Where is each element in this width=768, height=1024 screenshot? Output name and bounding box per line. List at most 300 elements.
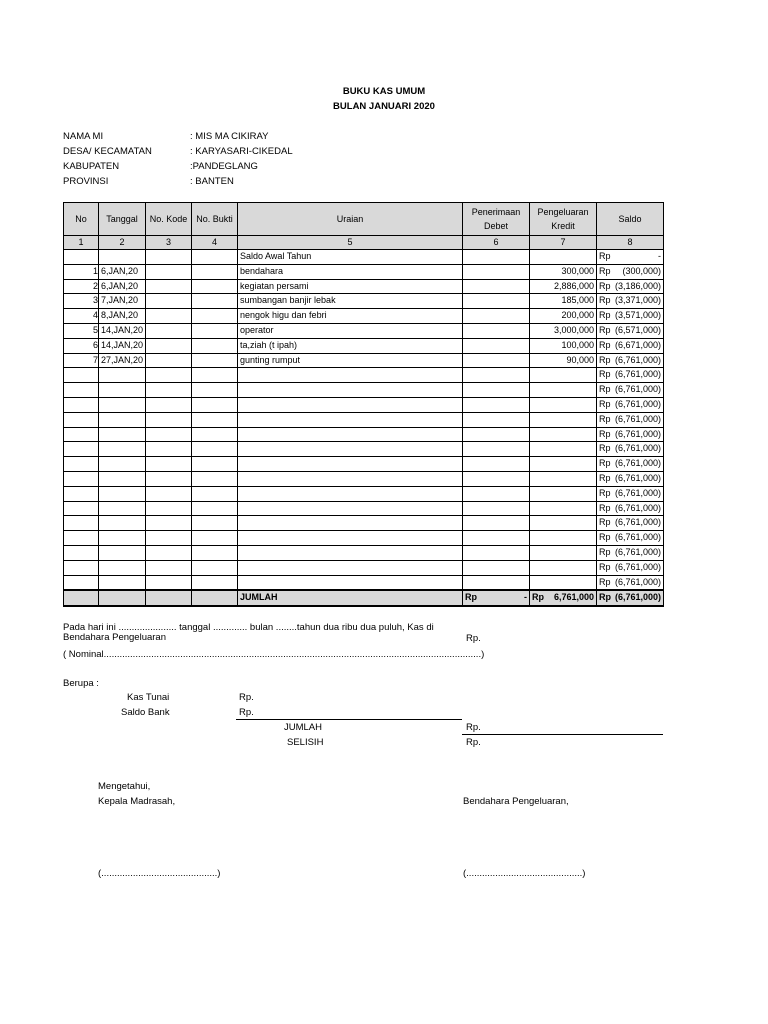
- berupa-label: Berupa :: [63, 678, 99, 689]
- saldo-rp: Rp: [599, 428, 611, 439]
- cell-debet: [463, 323, 530, 338]
- cell-debet: [463, 457, 530, 472]
- cell-kredit: 300,000: [530, 264, 597, 279]
- cell-uraian: [238, 471, 463, 486]
- cell-kredit: [530, 486, 597, 501]
- cell-uraian: [238, 442, 463, 457]
- cell-bukti: [192, 575, 238, 590]
- table-row: [64, 338, 664, 353]
- cell-tanggal: [99, 397, 146, 412]
- cell-debet: [463, 338, 530, 353]
- saldo-value: (6,761,000): [614, 458, 661, 469]
- cell-no: [64, 545, 99, 560]
- cell-debet: [463, 294, 530, 309]
- cell-bukti: [192, 545, 238, 560]
- total-label: JUMLAH: [238, 590, 463, 606]
- selisih-label: SELISIH: [287, 737, 324, 748]
- cell-tanggal: [99, 457, 146, 472]
- cell-saldo: [597, 501, 664, 516]
- cell-kode: [146, 294, 192, 309]
- cell-no: [64, 457, 99, 472]
- cell-kode: [146, 531, 192, 546]
- table-row: [64, 264, 664, 279]
- col-number: 4: [192, 236, 238, 250]
- cell-saldo: [597, 442, 664, 457]
- cell-uraian: [238, 397, 463, 412]
- cell-uraian: [238, 516, 463, 531]
- cell-tanggal: 6,JAN,20: [99, 264, 146, 279]
- info-value-provinsi: : BANTEN: [190, 176, 234, 187]
- saldo-rp: Rp: [599, 458, 611, 469]
- cell-debet: [463, 368, 530, 383]
- cell-debet: [463, 545, 530, 560]
- cell-kredit: [530, 457, 597, 472]
- cell-bukti: [192, 516, 238, 531]
- saldo-value: (3,571,000): [614, 310, 661, 321]
- table-row: [64, 471, 664, 486]
- info-value-kabupaten: :PANDEGLANG: [190, 161, 258, 172]
- cell-uraian: operator: [238, 323, 463, 338]
- cell-debet: [463, 471, 530, 486]
- saldo-rp: Rp: [599, 546, 611, 557]
- cell-bukti: [192, 427, 238, 442]
- cell-saldo: [597, 294, 664, 309]
- cell-uraian: [238, 383, 463, 398]
- header-penerimaan-line1: Penerimaan: [471, 207, 521, 217]
- cell-tanggal: [99, 383, 146, 398]
- cell-kode: [146, 412, 192, 427]
- cell-no: [64, 501, 99, 516]
- mengetahui-label: Mengetahui,: [98, 781, 151, 792]
- cell-bukti: [192, 397, 238, 412]
- table-row: [64, 383, 664, 398]
- cell-tanggal: [99, 575, 146, 590]
- table-row: [64, 516, 664, 531]
- cell-kredit: 185,000: [530, 294, 597, 309]
- cell-kode: [146, 501, 192, 516]
- saldo-rp: Rp: [599, 265, 611, 276]
- cell-no: [64, 516, 99, 531]
- saldo-value: (6,761,000): [614, 502, 661, 513]
- table-row: [64, 545, 664, 560]
- cell-kode: [146, 545, 192, 560]
- cell-kredit: [530, 427, 597, 442]
- cell-uraian: bendahara: [238, 264, 463, 279]
- saldo-rp: Rp: [599, 472, 611, 483]
- cell-kode: [146, 264, 192, 279]
- table-row: [64, 486, 664, 501]
- saldo-value: (6,571,000): [614, 324, 661, 335]
- saldo-rp: Rp: [599, 339, 611, 350]
- opening-balance-row: [64, 250, 664, 265]
- saldo-value: (6,761,000): [614, 487, 661, 498]
- cell-kode: [146, 442, 192, 457]
- cell-bukti: [192, 368, 238, 383]
- cell-debet: [463, 486, 530, 501]
- cell-tanggal: [99, 427, 146, 442]
- table-row: [64, 279, 664, 294]
- cell-bukti: [192, 294, 238, 309]
- selisih-rp: Rp.: [466, 737, 481, 748]
- col-number: 2: [99, 236, 146, 250]
- cell-bukti: [192, 264, 238, 279]
- cell-debet: [463, 279, 530, 294]
- cell-kode: [146, 323, 192, 338]
- cell-kredit: [530, 545, 597, 560]
- cell-debet: [463, 501, 530, 516]
- cell-debet: [463, 516, 530, 531]
- saldo-rp: Rp: [599, 398, 611, 409]
- cell-tanggal: [99, 471, 146, 486]
- saldo-rp: Rp: [599, 310, 611, 321]
- statement-line2: Bendahara Pengeluaran: [63, 632, 167, 643]
- saldo-value: (6,761,000): [614, 472, 661, 483]
- cell-no: [64, 471, 99, 486]
- table-row: [64, 531, 664, 546]
- saldo-value: (6,761,000): [614, 561, 661, 572]
- cell-uraian: sumbangan banjir lebak: [238, 294, 463, 309]
- cell-no: 6: [64, 338, 99, 353]
- saldo-rp: Rp: [599, 487, 611, 498]
- saldo-rp: Rp: [599, 384, 611, 395]
- cell-uraian: [238, 486, 463, 501]
- cell-tanggal: 7,JAN,20: [99, 294, 146, 309]
- saldo-value: (6,761,000): [614, 354, 661, 365]
- cell-uraian: [238, 545, 463, 560]
- cell-tanggal: [99, 516, 146, 531]
- cell-kredit: [530, 516, 597, 531]
- statement-rp: Rp.: [466, 633, 481, 644]
- jumlah-underline: [462, 734, 663, 735]
- cell-kode: [146, 397, 192, 412]
- col-number: 6: [463, 236, 530, 250]
- saldo-value: (6,761,000): [614, 384, 661, 395]
- cell-no: [64, 383, 99, 398]
- cell-bukti: [192, 501, 238, 516]
- cell-kredit: [530, 397, 597, 412]
- cell-no: [64, 486, 99, 501]
- header-uraian: Uraian: [238, 203, 463, 236]
- table-row: [64, 323, 664, 338]
- cell-no: 1: [64, 264, 99, 279]
- saldo-rp: Rp: [599, 532, 611, 543]
- saldo-bank-rp: Rp.: [239, 707, 254, 718]
- total-saldo-rp: Rp: [599, 592, 611, 603]
- header-kode: No. Kode: [146, 203, 192, 236]
- saldo-rp: Rp: [599, 324, 611, 335]
- cell-kode: [146, 575, 192, 590]
- cell-kode: [146, 309, 192, 324]
- cell-saldo: [597, 531, 664, 546]
- total-saldo-value: (6,761,000): [614, 592, 661, 603]
- cell-bukti: [192, 412, 238, 427]
- cell-tanggal: [99, 442, 146, 457]
- cell-saldo: [597, 427, 664, 442]
- header-penerimaan: [463, 203, 530, 236]
- table-row: [64, 309, 664, 324]
- cell-saldo: [597, 353, 664, 368]
- cell-tanggal: 14,JAN,20: [99, 323, 146, 338]
- cell-bukti: [192, 338, 238, 353]
- col-number: 5: [238, 236, 463, 250]
- saldo-value: (6,761,000): [614, 413, 661, 424]
- cell-tanggal: [99, 545, 146, 560]
- document-subtitle: BULAN JANUARI 2020: [333, 101, 435, 112]
- col-number: 8: [597, 236, 664, 250]
- total-kredit-rp: Rp: [532, 592, 544, 603]
- saldo-value: -: [658, 251, 661, 261]
- cell-saldo: [597, 560, 664, 575]
- cell-uraian: [238, 531, 463, 546]
- saldo-rp: Rp: [599, 517, 611, 528]
- info-label-desa: DESA/ KECAMATAN: [63, 146, 152, 157]
- cell-no: 3: [64, 294, 99, 309]
- kepala-madrasah-label: Kepala Madrasah,: [98, 796, 176, 807]
- cell-kode: [146, 457, 192, 472]
- cell-debet: [463, 412, 530, 427]
- cell-kode: [146, 353, 192, 368]
- saldo-value: (6,761,000): [614, 369, 661, 380]
- cell-bukti: [192, 471, 238, 486]
- cell-no: [64, 442, 99, 457]
- total-kredit: [530, 590, 597, 606]
- col-number: 7: [530, 236, 597, 250]
- total-row: [64, 590, 664, 606]
- cell-no: [64, 531, 99, 546]
- cell-kode: [146, 471, 192, 486]
- cell-bukti: [192, 383, 238, 398]
- cell-tanggal: 27,JAN,20: [99, 353, 146, 368]
- cell-kredit: [530, 383, 597, 398]
- signature-left: (............................................): [98, 868, 221, 879]
- cell-kredit: [530, 575, 597, 590]
- statement-line1: Pada hari ini ...................... tanggal ............. bulan ........tahun dua ribu dua puluh, Kas di: [63, 622, 434, 633]
- header-pengeluaran-line1: Pengeluaran: [537, 207, 589, 217]
- cell-kredit: 2,886,000: [530, 279, 597, 294]
- cell-kredit: [530, 471, 597, 486]
- saldo-rp: Rp: [599, 354, 611, 365]
- saldo-value: (3,186,000): [614, 280, 661, 291]
- cell-no: [64, 368, 99, 383]
- total-kredit-value: 6,761,000: [553, 592, 594, 603]
- cell-saldo: [597, 397, 664, 412]
- table-row: [64, 560, 664, 575]
- cell-tanggal: 8,JAN,20: [99, 309, 146, 324]
- cell-kredit: [530, 531, 597, 546]
- total-saldo: [597, 590, 664, 606]
- saldo-rp: Rp: [599, 251, 611, 261]
- table-row: [64, 353, 664, 368]
- cell-kode: [146, 516, 192, 531]
- saldo-value: (6,761,000): [614, 576, 661, 587]
- cell-debet: [463, 309, 530, 324]
- cell-saldo: [597, 323, 664, 338]
- cell-uraian: nengok higu dan febri: [238, 309, 463, 324]
- kas-tunai-label: Kas Tunai: [127, 692, 170, 703]
- header-pengeluaran: [530, 203, 597, 236]
- cell-bukti: [192, 486, 238, 501]
- cell-tanggal: [99, 531, 146, 546]
- cell-uraian: gunting rumput: [238, 353, 463, 368]
- saldo-rp: Rp: [599, 413, 611, 424]
- table-row: [64, 368, 664, 383]
- cell-no: 4: [64, 309, 99, 324]
- sum-line: [236, 719, 462, 720]
- header-bukti: No. Bukti: [192, 203, 238, 236]
- cell-kode: [146, 486, 192, 501]
- cell-uraian: ta,ziah (t ipah): [238, 338, 463, 353]
- cell-kredit: 90,000: [530, 353, 597, 368]
- cell-bukti: [192, 442, 238, 457]
- total-debet-rp: Rp: [465, 592, 477, 603]
- cell-kredit: [530, 501, 597, 516]
- saldo-bank-label: Saldo Bank: [121, 707, 170, 718]
- saldo-value: (6,761,000): [614, 517, 661, 528]
- cell-uraian: [238, 427, 463, 442]
- cell-debet: [463, 353, 530, 368]
- signature-right: (............................................): [463, 868, 586, 879]
- info-value-nama: : MIS MA CIKIRAY: [190, 131, 269, 142]
- cell-saldo: [597, 368, 664, 383]
- cell-tanggal: 6,JAN,20: [99, 279, 146, 294]
- cell-debet: [463, 427, 530, 442]
- cell-no: 7: [64, 353, 99, 368]
- info-label-provinsi: PROVINSI: [63, 176, 109, 187]
- cell-debet: [463, 383, 530, 398]
- header-no: No: [64, 203, 99, 236]
- saldo-rp: Rp: [599, 280, 611, 291]
- cell-tanggal: [99, 368, 146, 383]
- opening-uraian: Saldo Awal Tahun: [238, 250, 463, 265]
- cell-uraian: [238, 412, 463, 427]
- cell-saldo: [597, 279, 664, 294]
- opening-saldo: [597, 250, 664, 265]
- info-label-nama: NAMA MI: [63, 131, 104, 142]
- saldo-rp: Rp: [599, 502, 611, 513]
- cell-no: [64, 575, 99, 590]
- saldo-value: (300,000): [622, 265, 661, 276]
- cell-uraian: [238, 501, 463, 516]
- cell-saldo: [597, 412, 664, 427]
- saldo-value: (6,761,000): [614, 428, 661, 439]
- cell-no: 5: [64, 323, 99, 338]
- cell-kode: [146, 560, 192, 575]
- cell-kode: [146, 427, 192, 442]
- cell-kode: [146, 338, 192, 353]
- cell-debet: [463, 575, 530, 590]
- cell-tanggal: [99, 486, 146, 501]
- info-value-desa: : KARYASARI-CIKEDAL: [190, 146, 293, 157]
- cell-uraian: [238, 457, 463, 472]
- table-row: [64, 397, 664, 412]
- saldo-rp: Rp: [599, 369, 611, 380]
- cell-debet: [463, 442, 530, 457]
- cell-bukti: [192, 309, 238, 324]
- table-row: [64, 575, 664, 590]
- cell-bukti: [192, 353, 238, 368]
- header-tanggal: Tanggal: [99, 203, 146, 236]
- cell-saldo: [597, 383, 664, 398]
- col-number: 1: [64, 236, 99, 250]
- nominal-line: ( Nominal...............................................................................................................................................): [63, 649, 485, 660]
- header-penerimaan-line2: Debet: [483, 221, 509, 231]
- cell-kode: [146, 383, 192, 398]
- cell-saldo: [597, 545, 664, 560]
- cell-kredit: [530, 442, 597, 457]
- cell-no: [64, 397, 99, 412]
- header-pengeluaran-line2: Kredit: [551, 221, 575, 231]
- total-debet-value: -: [524, 592, 527, 603]
- cell-saldo: [597, 471, 664, 486]
- saldo-value: (6,671,000): [614, 339, 661, 350]
- table-row: [64, 294, 664, 309]
- saldo-rp: Rp: [599, 576, 611, 587]
- cell-saldo: [597, 264, 664, 279]
- bendahara-label: Bendahara Pengeluaran,: [463, 796, 569, 807]
- saldo-value: (6,761,000): [614, 443, 661, 454]
- cell-bukti: [192, 279, 238, 294]
- cell-uraian: [238, 560, 463, 575]
- jumlah-label: JUMLAH: [284, 722, 323, 733]
- total-debet: [463, 590, 530, 606]
- cell-bukti: [192, 560, 238, 575]
- cell-kode: [146, 368, 192, 383]
- document-title: BUKU KAS UMUM: [342, 86, 426, 97]
- saldo-rp: Rp: [599, 443, 611, 454]
- col-number: 3: [146, 236, 192, 250]
- saldo-value: (6,761,000): [614, 546, 661, 557]
- cell-no: [64, 560, 99, 575]
- table-row: [64, 442, 664, 457]
- cell-kredit: [530, 560, 597, 575]
- cell-no: 2: [64, 279, 99, 294]
- cell-saldo: [597, 457, 664, 472]
- cell-saldo: [597, 309, 664, 324]
- cell-tanggal: [99, 560, 146, 575]
- saldo-rp: Rp: [599, 561, 611, 572]
- header-saldo: Saldo: [597, 203, 664, 236]
- kas-tunai-rp: Rp.: [239, 692, 254, 703]
- cell-uraian: [238, 368, 463, 383]
- cell-debet: [463, 264, 530, 279]
- saldo-value: (3,371,000): [614, 295, 661, 306]
- cell-saldo: [597, 516, 664, 531]
- cell-tanggal: [99, 412, 146, 427]
- cell-kredit: 200,000: [530, 309, 597, 324]
- cell-saldo: [597, 575, 664, 590]
- cell-bukti: [192, 531, 238, 546]
- cell-kredit: 3,000,000: [530, 323, 597, 338]
- ledger-table: [63, 202, 664, 607]
- table-header-row: [64, 203, 664, 236]
- table-row: [64, 412, 664, 427]
- cell-no: [64, 427, 99, 442]
- cell-kredit: 100,000: [530, 338, 597, 353]
- cell-uraian: [238, 575, 463, 590]
- saldo-rp: Rp: [599, 295, 611, 306]
- cell-debet: [463, 531, 530, 546]
- cell-saldo: [597, 486, 664, 501]
- table-row: [64, 457, 664, 472]
- cell-tanggal: [99, 501, 146, 516]
- jumlah-rp: Rp.: [466, 722, 481, 733]
- cell-no: [64, 412, 99, 427]
- column-number-row: [64, 236, 664, 250]
- cell-uraian: kegiatan persami: [238, 279, 463, 294]
- cell-tanggal: 14,JAN,20: [99, 338, 146, 353]
- cell-saldo: [597, 338, 664, 353]
- cell-bukti: [192, 457, 238, 472]
